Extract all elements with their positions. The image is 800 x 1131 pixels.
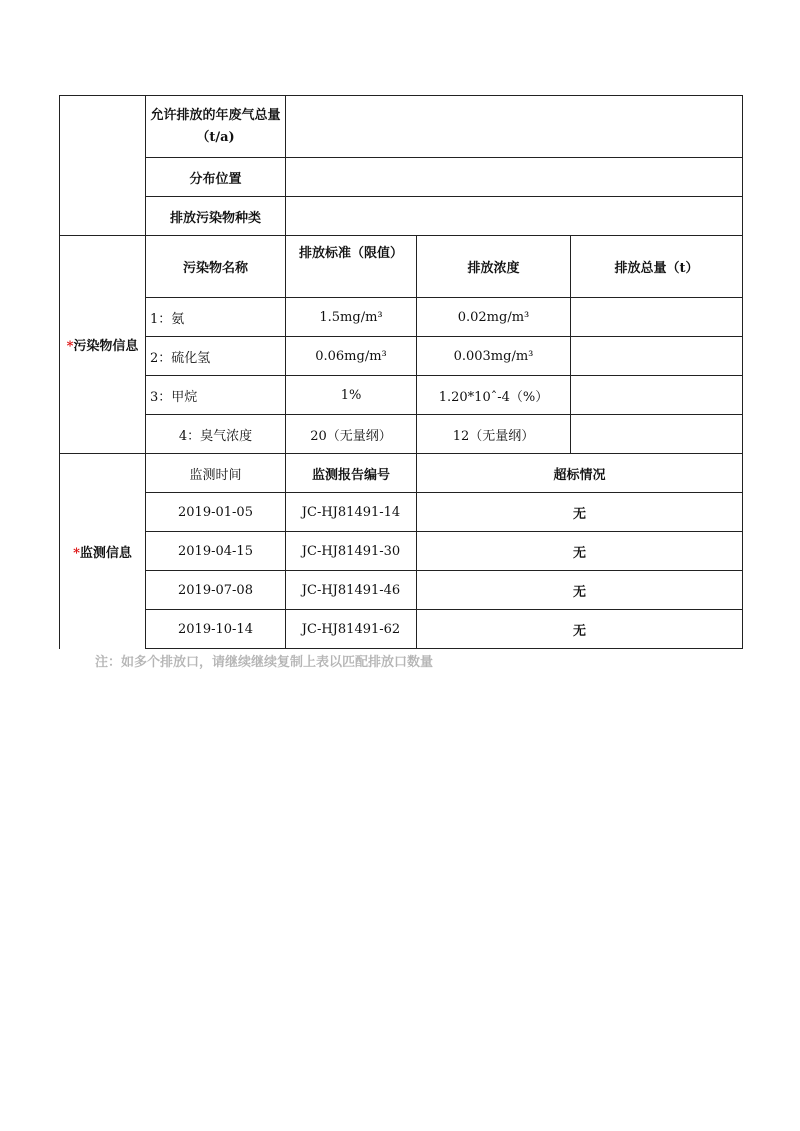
pollutant-section-label: *污染物信息 [60,236,146,454]
monitoring-header-row [60,454,743,493]
pollutant-total[interactable] [571,415,743,454]
header-pollutant-name: 污染物名称 [146,236,286,298]
monitoring-row [60,610,743,649]
header-standard: 排放标准（限值） [286,236,417,298]
pollutant-concentration: 0.003mg/m³ [417,337,571,376]
footnote: 注：如多个排放口，请继续继续复制上表以匹配排放口数量 [95,655,434,670]
monitor-report: JC-HJ81491-62 [286,610,417,649]
header-exceed: 超标情况 [417,454,743,493]
monitor-date: 2019-07-08 [146,571,286,610]
monitor-date: 2019-04-15 [146,532,286,571]
pollutant-standard: 1.5mg/m³ [286,298,417,337]
monitor-report: JC-HJ81491-30 [286,532,417,571]
monitor-report: JC-HJ81491-14 [286,493,417,532]
header-concentration: 排放浓度 [417,236,571,298]
monitor-exceed: 无 [417,532,743,571]
monitor-exceed: 无 [417,493,743,532]
header-total: 排放总量（t） [571,236,743,298]
monitor-date: 2019-10-14 [146,610,286,649]
pollutant-name: 3：甲烷 [146,376,286,415]
pollutant-row [60,337,743,376]
required-mark: * [66,339,74,354]
pollutant-types-row [60,197,743,236]
pollutant-types-value[interactable] [286,197,743,236]
pollutant-standard: 20（无量纲） [286,415,417,454]
monitoring-section-label: *监测信息 [60,454,146,649]
pollutant-name: 2：硫化氢 [146,337,286,376]
pollutant-total[interactable] [571,376,743,415]
monitor-exceed: 无 [417,571,743,610]
distribution-label: 分布位置 [146,158,286,197]
pollutant-types-label: 排放污染物种类 [146,197,286,236]
annual-gas-value[interactable] [286,96,743,158]
pollutant-total[interactable] [571,298,743,337]
distribution-value[interactable] [286,158,743,197]
monitor-exceed: 无 [417,610,743,649]
pollutant-row [60,415,743,454]
pollutant-name: 1：氨 [146,298,286,337]
pollutant-standard: 1% [286,376,417,415]
pollutant-concentration: 0.02mg/m³ [417,298,571,337]
monitoring-row [60,571,743,610]
monitoring-row [60,493,743,532]
annual-gas-label: 允许排放的年废气总量（t/a) [146,96,286,158]
required-mark: * [73,545,80,561]
monitor-date: 2019-01-05 [146,493,286,532]
pollutant-header-row [60,236,743,298]
pollutant-concentration: 1.20*10ˆ-4（%） [417,376,571,415]
monitoring-row [60,532,743,571]
pollutant-name: 4：臭气浓度 [146,415,286,454]
pollutant-row [60,376,743,415]
pollutant-standard: 0.06mg/m³ [286,337,417,376]
pollutant-row [60,298,743,337]
monitor-report: JC-HJ81491-46 [286,571,417,610]
pollutant-total[interactable] [571,337,743,376]
distribution-row [60,158,743,197]
header-report-number: 监测报告编号 [286,454,417,493]
annual-gas-row [60,96,743,158]
header-monitor-date: 监测时间 [146,454,286,493]
emission-form [59,95,742,649]
pollutant-concentration: 12（无量纲） [417,415,571,454]
emission-table [59,95,743,649]
emission-side-cell [60,96,146,236]
